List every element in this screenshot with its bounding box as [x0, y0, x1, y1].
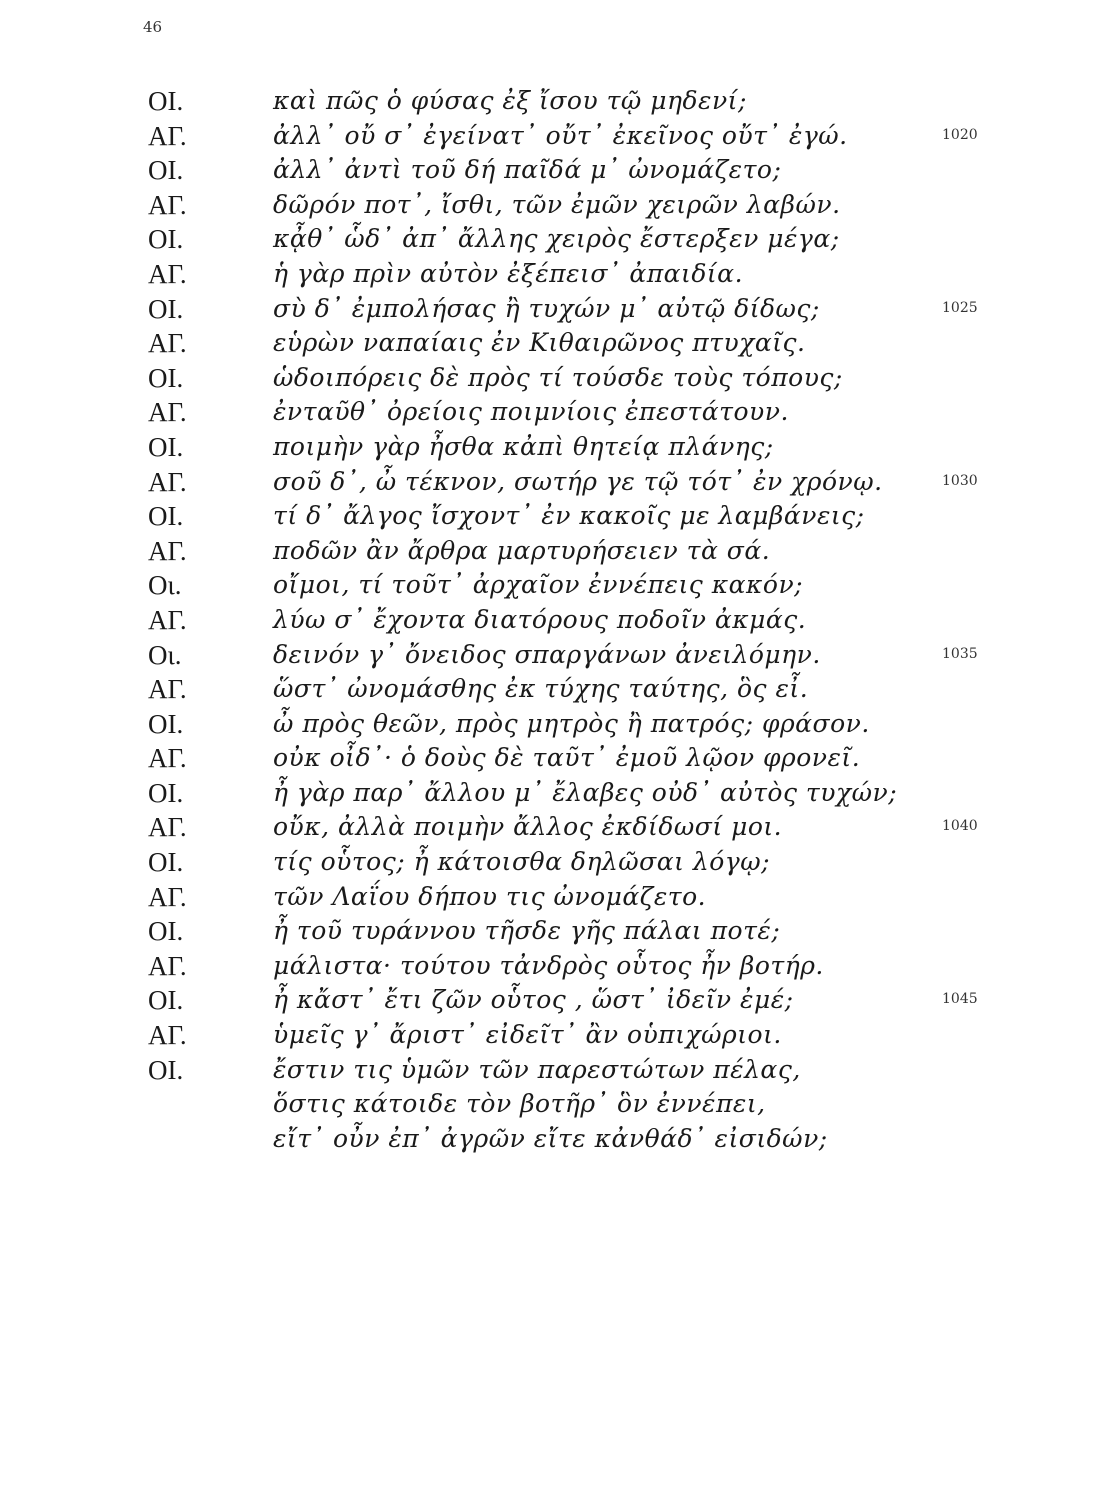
verse-line	[0, 776, 1093, 811]
verse-line	[0, 568, 1093, 603]
speaker-label: ΟΙ.	[148, 86, 184, 116]
verse-line	[0, 603, 1093, 638]
speaker-label: ΟΙ.	[148, 224, 184, 255]
verse-text: δῶρόν ποτ᾽, ἴσθι, τῶν ἐμῶν χειρῶν λαβών.	[273, 189, 841, 219]
verse-text: δεινόν γ᾽ ὄνειδος σπαργάνων ἀνειλόμην.	[273, 639, 821, 669]
verse-line	[0, 395, 1093, 430]
verse-text: ἦ γὰρ παρ᾽ ἄλλου μ᾽ ἔλαβες οὐδ᾽ αὐτὸς τυχών;	[273, 777, 898, 807]
line-number: 1035	[942, 645, 978, 662]
verse-line	[0, 361, 1093, 396]
verse-block	[0, 84, 1093, 1156]
verse-text: ὡδοιπόρεις δὲ πρὸς τί τούσδε τοὺς τόπους;	[273, 362, 843, 392]
speaker-label: ΑΓ.	[148, 604, 187, 635]
verse-text: λύω σ᾽ ἔχοντα διατόρους ποδοῖν ἀκμάς.	[273, 604, 807, 634]
speaker-label: Οι.	[148, 570, 182, 601]
speaker-label: ΟΙ.	[148, 155, 184, 186]
verse-text: καὶ πῶς ὁ φύσας ἐξ ἴσου τῷ μηδενί;	[273, 86, 747, 115]
verse-line	[0, 326, 1093, 361]
verse-text: ἦ τοῦ τυράννου τῆσδε γῆς πάλαι ποτέ;	[273, 916, 781, 946]
verse-line	[0, 1018, 1093, 1053]
verse-text: ποδῶν ἂν ἄρθρα μαρτυρήσειεν τὰ σά.	[273, 535, 771, 565]
line-number: 1020	[942, 126, 978, 143]
speaker-label: ΟΙ.	[148, 985, 184, 1016]
line-number: 1025	[942, 299, 978, 316]
verse-line	[0, 983, 1093, 1018]
verse-line	[0, 638, 1093, 673]
verse-line	[0, 810, 1093, 845]
verse-line	[0, 153, 1093, 188]
verse-line	[0, 292, 1093, 327]
verse-text: ἦ κἄστ᾽ ἔτι ζῶν οὗτος , ὥστ᾽ ἰδεῖν ἐμέ;	[273, 985, 794, 1015]
speaker-label: ΟΙ.	[148, 362, 184, 393]
verse-text: ποιμὴν γὰρ ἦσθα κἀπὶ θητείᾳ πλάνης;	[273, 431, 774, 461]
verse-text: ὥστ᾽ ὠνομάσθης ἐκ τύχης ταύτης, ὃς εἶ.	[273, 674, 809, 704]
verse-text: σὺ δ᾽ ἐμπολήσας ἢ τυχών μ᾽ αὐτῷ δίδως;	[273, 293, 820, 323]
speaker-label: ΟΙ.	[148, 847, 184, 878]
verse-line	[0, 1087, 1093, 1122]
speaker-label: ΑΓ.	[148, 950, 187, 981]
verse-text: ὦ πρὸς θεῶν, πρὸς μητρὸς ἢ πατρός; φράσον.	[273, 708, 870, 738]
verse-line	[0, 499, 1093, 534]
verse-line	[0, 188, 1093, 223]
verse-line	[0, 257, 1093, 292]
verse-line	[0, 880, 1093, 915]
verse-line	[0, 534, 1093, 569]
verse-text: τίς οὗτος; ἦ κάτοισθα δηλῶσαι λόγῳ;	[273, 847, 771, 877]
speaker-label: ΑΓ.	[148, 120, 187, 151]
speaker-label: ΟΙ.	[148, 431, 184, 462]
speaker-label: ΑΓ.	[148, 328, 187, 359]
speaker-label: ΑΓ.	[148, 258, 187, 289]
verse-text: ἐνταῦθ᾽ ὀρείοις ποιμνίοις ἐπεστάτουν.	[273, 397, 789, 427]
speaker-label: ΟΙ.	[148, 777, 184, 808]
speaker-label: ΑΓ.	[148, 1020, 187, 1051]
verse-text: ἔστιν τις ὑμῶν τῶν παρεστώτων πέλας,	[273, 1054, 801, 1084]
verse-text: ἡ γὰρ πρὶν αὐτὸν ἐξέπεισ᾽ ἀπαιδία.	[273, 258, 744, 288]
line-number: 1045	[942, 991, 978, 1008]
verse-text: μάλιστα· τούτου τἀνδρὸς οὗτος ἦν βοτήρ.	[273, 950, 824, 980]
speaker-label: Οι.	[148, 639, 182, 670]
verse-text: οἴμοι, τί τοῦτ᾽ ἀρχαῖον ἐννέπεις κακόν;	[273, 570, 804, 600]
verse-text: ἀλλ᾽ οὔ σ᾽ ἐγείνατ᾽ οὔτ᾽ ἐκεῖνος οὔτ᾽ ἐγώ.	[273, 120, 848, 150]
speaker-label: ΑΓ.	[148, 743, 187, 774]
page-number: 46	[143, 18, 163, 36]
verse-text: ὑμεῖς γ᾽ ἄριστ᾽ εἰδεῖτ᾽ ἂν οὑπιχώριοι.	[273, 1020, 782, 1050]
speaker-label: ΟΙ.	[148, 708, 184, 739]
verse-line	[0, 741, 1093, 776]
speaker-label: ΟΙ.	[148, 916, 184, 947]
verse-line	[0, 1122, 1093, 1157]
verse-line	[0, 707, 1093, 742]
verse-line	[0, 430, 1093, 465]
verse-text: τῶν Λαΐου δήπου τις ὠνομάζετο.	[273, 881, 707, 911]
verse-text: σοῦ δ᾽, ὦ τέκνον, σωτήρ γε τῷ τότ᾽ ἐν χρόνῳ.	[273, 466, 883, 496]
verse-text: ὅστις κάτοιδε τὸν βοτῆρ᾽ ὃν ἐννέπει,	[273, 1089, 766, 1119]
verse-line	[0, 465, 1093, 500]
line-number: 1040	[942, 818, 978, 835]
speaker-label: ΑΓ.	[148, 189, 187, 220]
verse-line	[0, 845, 1093, 880]
verse-line	[0, 1053, 1093, 1088]
speaker-label: ΑΓ.	[148, 674, 187, 705]
speaker-label: ΑΓ.	[148, 466, 187, 497]
verse-line	[0, 119, 1093, 154]
line-number: 1030	[942, 472, 978, 489]
speaker-label: ΑΓ.	[148, 881, 187, 912]
speaker-label: ΑΓ.	[148, 397, 187, 428]
speaker-label: ΟΙ.	[148, 1054, 184, 1085]
verse-line	[0, 672, 1093, 707]
speaker-label: ΟΙ.	[148, 293, 184, 324]
verse-line	[0, 222, 1093, 257]
verse-text: κᾆθ᾽ ὧδ᾽ ἀπ᾽ ἄλλης χειρὸς ἔστερξεν μέγα;	[273, 224, 840, 254]
speaker-label: ΟΙ.	[148, 501, 184, 532]
verse-text: οὔκ, ἀλλὰ ποιμὴν ἄλλος ἐκδίδωσί μοι.	[273, 812, 783, 842]
verse-text: ἀλλ᾽ ἀντὶ τοῦ δή παῖδά μ᾽ ὠνομάζετο;	[273, 155, 782, 185]
verse-text: τί δ᾽ ἄλγος ἴσχοντ᾽ ἐν κακοῖς με λαμβάνεις;	[273, 501, 865, 531]
verse-text: εὑρὼν ναπαίαις ἐν Κιθαιρῶνος πτυχαῖς.	[273, 328, 806, 358]
verse-line	[0, 84, 1093, 119]
verse-text: οὐκ οἶδ᾽· ὁ δοὺς δὲ ταῦτ᾽ ἐμοῦ λῷον φρονεῖ.	[273, 743, 861, 773]
verse-line	[0, 914, 1093, 949]
speaker-label: ΑΓ.	[148, 812, 187, 843]
verse-text: εἴτ᾽ οὖν ἐπ᾽ ἀγρῶν εἴτε κἀνθάδ᾽ εἰσιδών;	[273, 1123, 828, 1153]
verse-line	[0, 949, 1093, 984]
speaker-label: ΑΓ.	[148, 535, 187, 566]
